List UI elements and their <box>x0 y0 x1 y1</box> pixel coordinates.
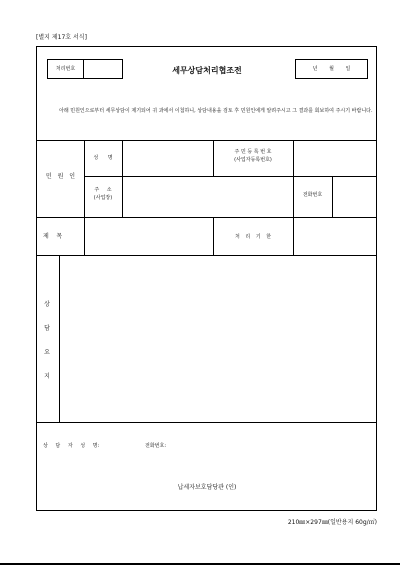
counselor-phone-label: 전화번호: <box>145 443 167 449</box>
signatory: 납세자보호담당관 (인) <box>177 484 237 491</box>
summary-label-char: 상 <box>44 301 50 308</box>
applicant-section-label: 민 원 인 <box>45 173 76 180</box>
subject-label: 제 목 <box>43 233 63 240</box>
address-label-line1: 주 소 <box>94 187 112 193</box>
applicant-left-divider <box>84 140 85 217</box>
summary-label-char: 요 <box>44 349 50 356</box>
summary-label <box>41 293 53 389</box>
consultation-form <box>36 46 377 511</box>
resident-id-label-line2: (사업자등록번호) <box>234 157 272 163</box>
name-label: 성 명 <box>93 155 113 161</box>
processing-no-field[interactable] <box>83 59 123 79</box>
deadline-field[interactable] <box>294 218 376 255</box>
address-label-line2: (사업장) <box>93 195 113 201</box>
summary-bottom-border <box>37 422 376 423</box>
phone-label: 전화번호 <box>302 192 323 198</box>
address-field[interactable] <box>123 177 293 217</box>
date-label: 년 월 일 <box>312 66 351 72</box>
summary-label-char: 담 <box>44 325 50 332</box>
summary-label-char: 지 <box>44 373 50 380</box>
phone-field[interactable] <box>333 177 376 217</box>
deadline-label: 처 리 기 한 <box>234 234 272 240</box>
counselor-label: 상 담 자 성 명: <box>43 443 100 449</box>
resident-id-field[interactable] <box>294 141 376 176</box>
intro-text: 아래 민원인으로부터 세무상담이 제기되어 귀 과에서 이첩하니, 상담내용을 검토 후 민원인에게 알려주시고 그 결과를 회보하여 주시기 바랍니다. <box>59 108 373 114</box>
summary-field[interactable] <box>60 256 376 422</box>
name-field[interactable] <box>123 141 213 176</box>
resident-id-label-line1: 주 민 등 록 번 호 <box>234 149 272 155</box>
subject-field[interactable] <box>85 218 213 255</box>
form-title: 세무상담처리협조전 <box>172 66 242 75</box>
processing-no-label: 처리번호 <box>55 66 76 72</box>
paper-size-note: 210㎜×297㎜(일반용지 60g/㎡) <box>287 519 377 526</box>
form-label: [별지 제17호 서식] <box>36 34 87 41</box>
